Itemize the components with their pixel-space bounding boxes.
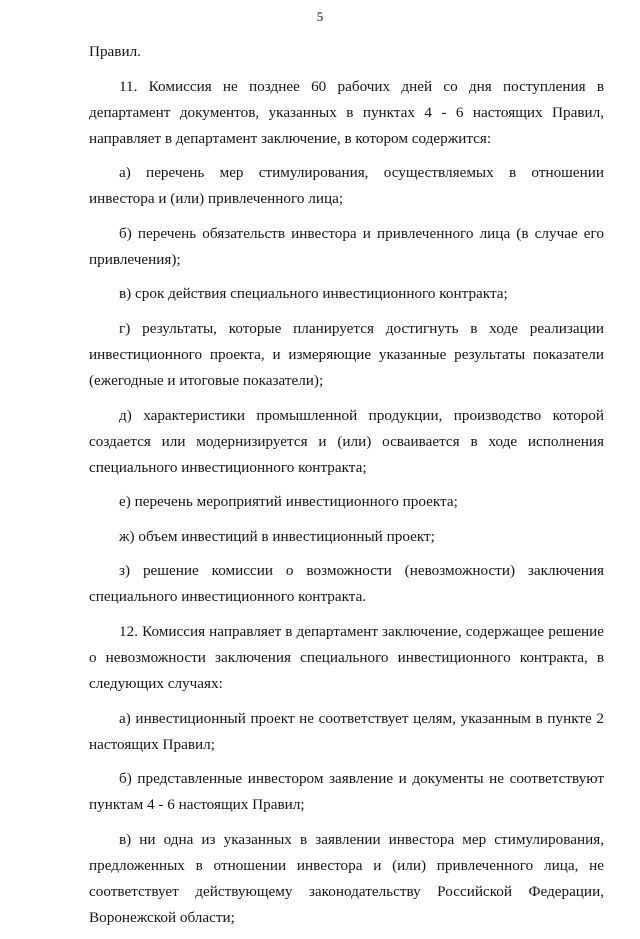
paragraph-11-z: з) решение комиссии о возможности (невозможности) заключения специального инвестиционного контракта. xyxy=(89,562,604,606)
paragraph-11-a: а) перечень мер стимулирования, осуществляемых в отношении инвестора и (или) привлеченного лица; xyxy=(89,164,604,208)
paragraph-11-d: д) характеристики промышленной продукции, производство которой создается или модернизируется и (или) осваивается в ходе исполнения специального инвестиционного контракта; xyxy=(89,406,604,476)
page-number: 5 xyxy=(316,9,324,24)
paragraph-11-v: в) срок действия специального инвестиционного контракта; xyxy=(119,285,508,303)
paragraph-12-b: б) представленные инвестором заявление и документы не соответствуют пунктам 4 - 6 настоящих Правил; xyxy=(89,770,604,814)
paragraph-11-b: б) перечень обязательств инвестора и привлеченного лица (в случае его привлечения); xyxy=(89,224,604,268)
paragraph-item-11: 11. Комиссия не позднее 60 рабочих дней со дня поступления в департамент документов, указанных в пунктах 4 - 6 настоящих Правил, направляет в департамент заключение, в котором содержится: xyxy=(89,77,604,147)
paragraph-12-a: а) инвестиционный проект не соответствует целям, указанным в пункте 2 настоящих Правил; xyxy=(89,709,604,753)
paragraph-11-zh: ж) объем инвестиций в инвестиционный проект; xyxy=(119,527,435,545)
paragraph-11-e: е) перечень мероприятий инвестиционного проекта; xyxy=(119,493,458,511)
paragraph-12-v: в) ни одна из указанных в заявлении инвестора мер стимулирования, предложенных в отношении инвестора и (или) привлеченного лица, не соответствует действующему законодательству Российской Федерации, Воронежской области; xyxy=(89,830,604,926)
paragraph-item-12: 12. Комиссия направляет в департамент заключение, содержащее решение о невозможности заключения специального инвестиционного контракта, в следующих случаях: xyxy=(89,622,604,692)
paragraph-11-g: г) результаты, которые планируется достигнуть в ходе реализации инвестиционного проекта, и измеряющие указанные результаты показатели (ежегодные и итоговые показатели); xyxy=(89,319,604,389)
document-body xyxy=(89,39,604,939)
paragraph-continuation: Правил. xyxy=(89,43,141,60)
